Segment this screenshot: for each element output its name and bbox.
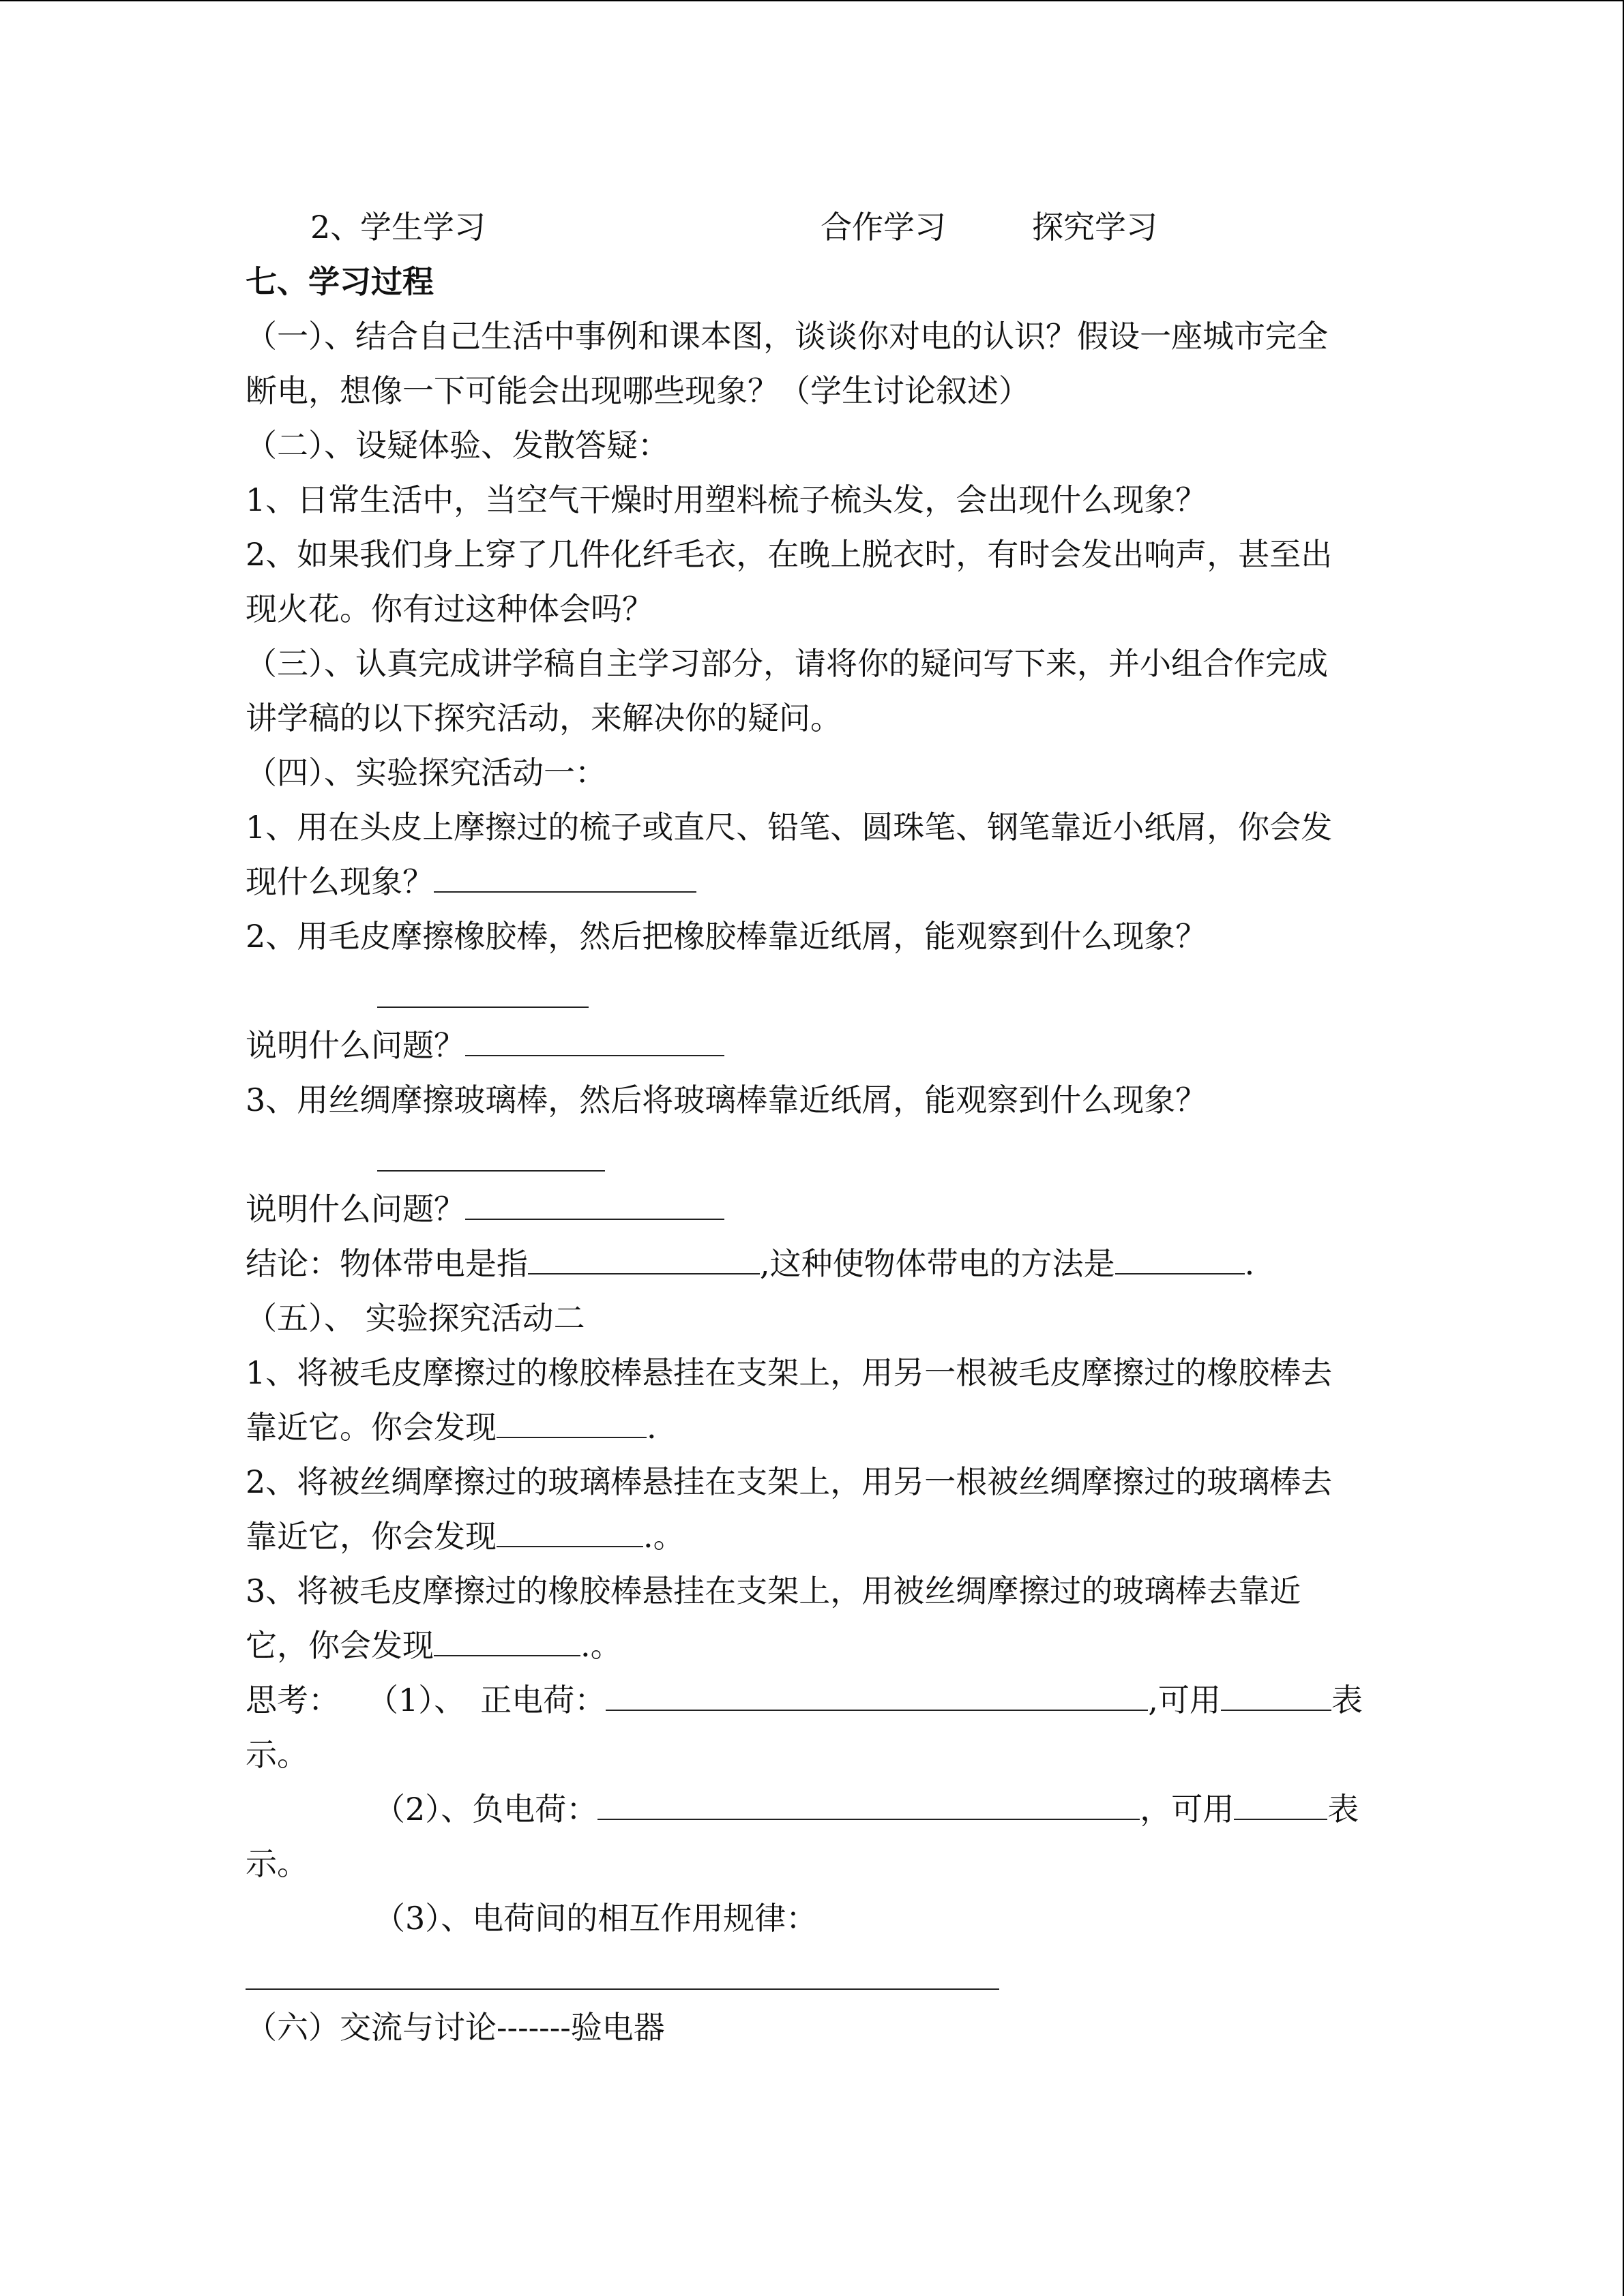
item-inquiry-learning: 探究学习 xyxy=(1032,209,1157,245)
part4-question2: 2、用毛皮摩擦橡胶棒，然后把橡胶棒靠近纸屑，能观察到什么现象？ xyxy=(246,918,1207,955)
question-end: .。 xyxy=(580,1627,622,1664)
part3-line1: （三）、认真完成讲学稿自主学习部分，请将你的疑问写下来，并小组合作完成 xyxy=(246,645,1328,682)
answer-blank[interactable] xyxy=(1234,1789,1327,1820)
part2-question1: 1、日常生活中，当空气干燥时用塑料梳子梳头发，会出现什么现象？ xyxy=(246,481,1207,518)
heading-learning-process: 七、学习过程 xyxy=(246,263,434,300)
answer-blank[interactable] xyxy=(497,1407,647,1438)
answer-blank[interactable] xyxy=(246,1988,999,1990)
answer-blank[interactable] xyxy=(597,1789,1140,1820)
part3-line2: 讲学稿的以下探究活动，来解决你的疑问。 xyxy=(246,700,842,736)
part2-question2-line1: 2、如果我们身上穿了几件化纤毛衣，在晚上脱衣时，有时会发出响声，甚至出 xyxy=(246,536,1333,573)
think-positive-end: 示。 xyxy=(246,1736,308,1773)
part5-question3-line2 xyxy=(246,1625,622,1666)
part2-heading: （二）、设疑体验、发散答疑： xyxy=(246,427,669,464)
part4-explain-1 xyxy=(246,1025,724,1066)
answer-blank[interactable] xyxy=(1115,1243,1245,1274)
part5-question2-line2 xyxy=(246,1516,685,1557)
part5-question3-line1: 3、将被毛皮摩擦过的橡胶棒悬挂在支架上，用被丝绸摩擦过的玻璃棒去靠近 xyxy=(246,1572,1301,1609)
question-end: . xyxy=(647,1409,657,1446)
part4-explain-2 xyxy=(246,1189,724,1229)
think-interaction-law: （3）、电荷间的相互作用规律： xyxy=(374,1900,818,1937)
answer-blank[interactable] xyxy=(434,861,696,893)
part4-question1-text: 现什么现象？ xyxy=(246,863,434,900)
answer-blank[interactable] xyxy=(377,1170,605,1172)
conclusion-middle: ,这种使物体带电的方法是 xyxy=(760,1245,1115,1282)
answer-blank[interactable] xyxy=(528,1243,760,1274)
part4-question1-line1: 1、用在头皮上摩擦过的梳子或直尺、铅笔、圆珠笔、钢笔靠近小纸屑，你会发 xyxy=(246,809,1333,846)
think-negative-line xyxy=(374,1789,1359,1830)
part6-heading: （六）交流与讨论-------验电器 xyxy=(246,2009,665,2046)
answer-blank[interactable] xyxy=(377,1007,589,1008)
part5-question1-line1: 1、将被毛皮摩擦过的橡胶棒悬挂在支架上，用另一根被毛皮摩擦过的橡胶棒去 xyxy=(246,1354,1333,1391)
think-positive-line xyxy=(246,1680,1363,1720)
positive-show-label: 表 xyxy=(1331,1682,1363,1718)
conclusion-prefix: 结论：物体带电是指 xyxy=(246,1245,528,1282)
negative-use-label: ，可用 xyxy=(1140,1791,1235,1828)
question-text: 靠近它。你会发现 xyxy=(246,1409,497,1446)
part5-question2-line1: 2、将被丝绸摩擦过的玻璃棒悬挂在支架上，用另一根被丝绸摩擦过的玻璃棒去 xyxy=(246,1463,1333,1500)
student-learning-number: 2、 xyxy=(310,209,362,245)
negative-number: （2）、 xyxy=(374,1791,473,1828)
part5-question1-line2 xyxy=(246,1407,657,1448)
answer-blank[interactable] xyxy=(465,1189,724,1220)
question-text: 它，你会发现 xyxy=(246,1627,434,1664)
part1-line1: （一）、结合自己生活中事例和课本图，谈谈你对电的认识？假设一座城市完全 xyxy=(246,318,1328,355)
item-cooperative-learning: 合作学习 xyxy=(821,209,946,245)
positive-use-label: ,可用 xyxy=(1148,1682,1221,1718)
answer-blank[interactable] xyxy=(1221,1680,1331,1711)
answer-blank[interactable] xyxy=(465,1025,724,1056)
answer-blank[interactable] xyxy=(497,1516,643,1547)
think-label: 思考： xyxy=(246,1682,340,1718)
student-learning-label: 学生学习 xyxy=(360,209,486,245)
explain-label: 说明什么问题？ xyxy=(246,1027,465,1064)
negative-charge-label: 负电荷： xyxy=(472,1791,598,1828)
negative-show-label: 表 xyxy=(1327,1791,1359,1828)
explain-label: 说明什么问题？ xyxy=(246,1191,465,1227)
positive-number: （1）、 xyxy=(367,1682,466,1718)
part5-heading: （五）、 实验探究活动二 xyxy=(246,1300,585,1337)
conclusion-suffix: . xyxy=(1244,1245,1255,1282)
question-text: 靠近它，你会发现 xyxy=(246,1518,497,1555)
part1-line2: 断电，想像一下可能会出现哪些现象？（学生讨论叙述） xyxy=(246,372,1030,409)
positive-charge-label: 正电荷： xyxy=(480,1682,606,1718)
answer-blank[interactable] xyxy=(434,1625,580,1656)
part2-question2-line2: 现火花。你有过这种体会吗？ xyxy=(246,591,653,627)
part4-conclusion xyxy=(246,1243,1254,1284)
part4-question1-line2 xyxy=(246,861,696,902)
part4-question3: 3、用丝绸摩擦玻璃棒，然后将玻璃棒靠近纸屑，能观察到什么现象？ xyxy=(246,1082,1207,1118)
question-end: .。 xyxy=(643,1518,685,1555)
answer-blank[interactable] xyxy=(606,1680,1148,1711)
part4-heading: （四）、实验探究活动一： xyxy=(246,754,606,791)
think-negative-end: 示。 xyxy=(246,1845,308,1882)
